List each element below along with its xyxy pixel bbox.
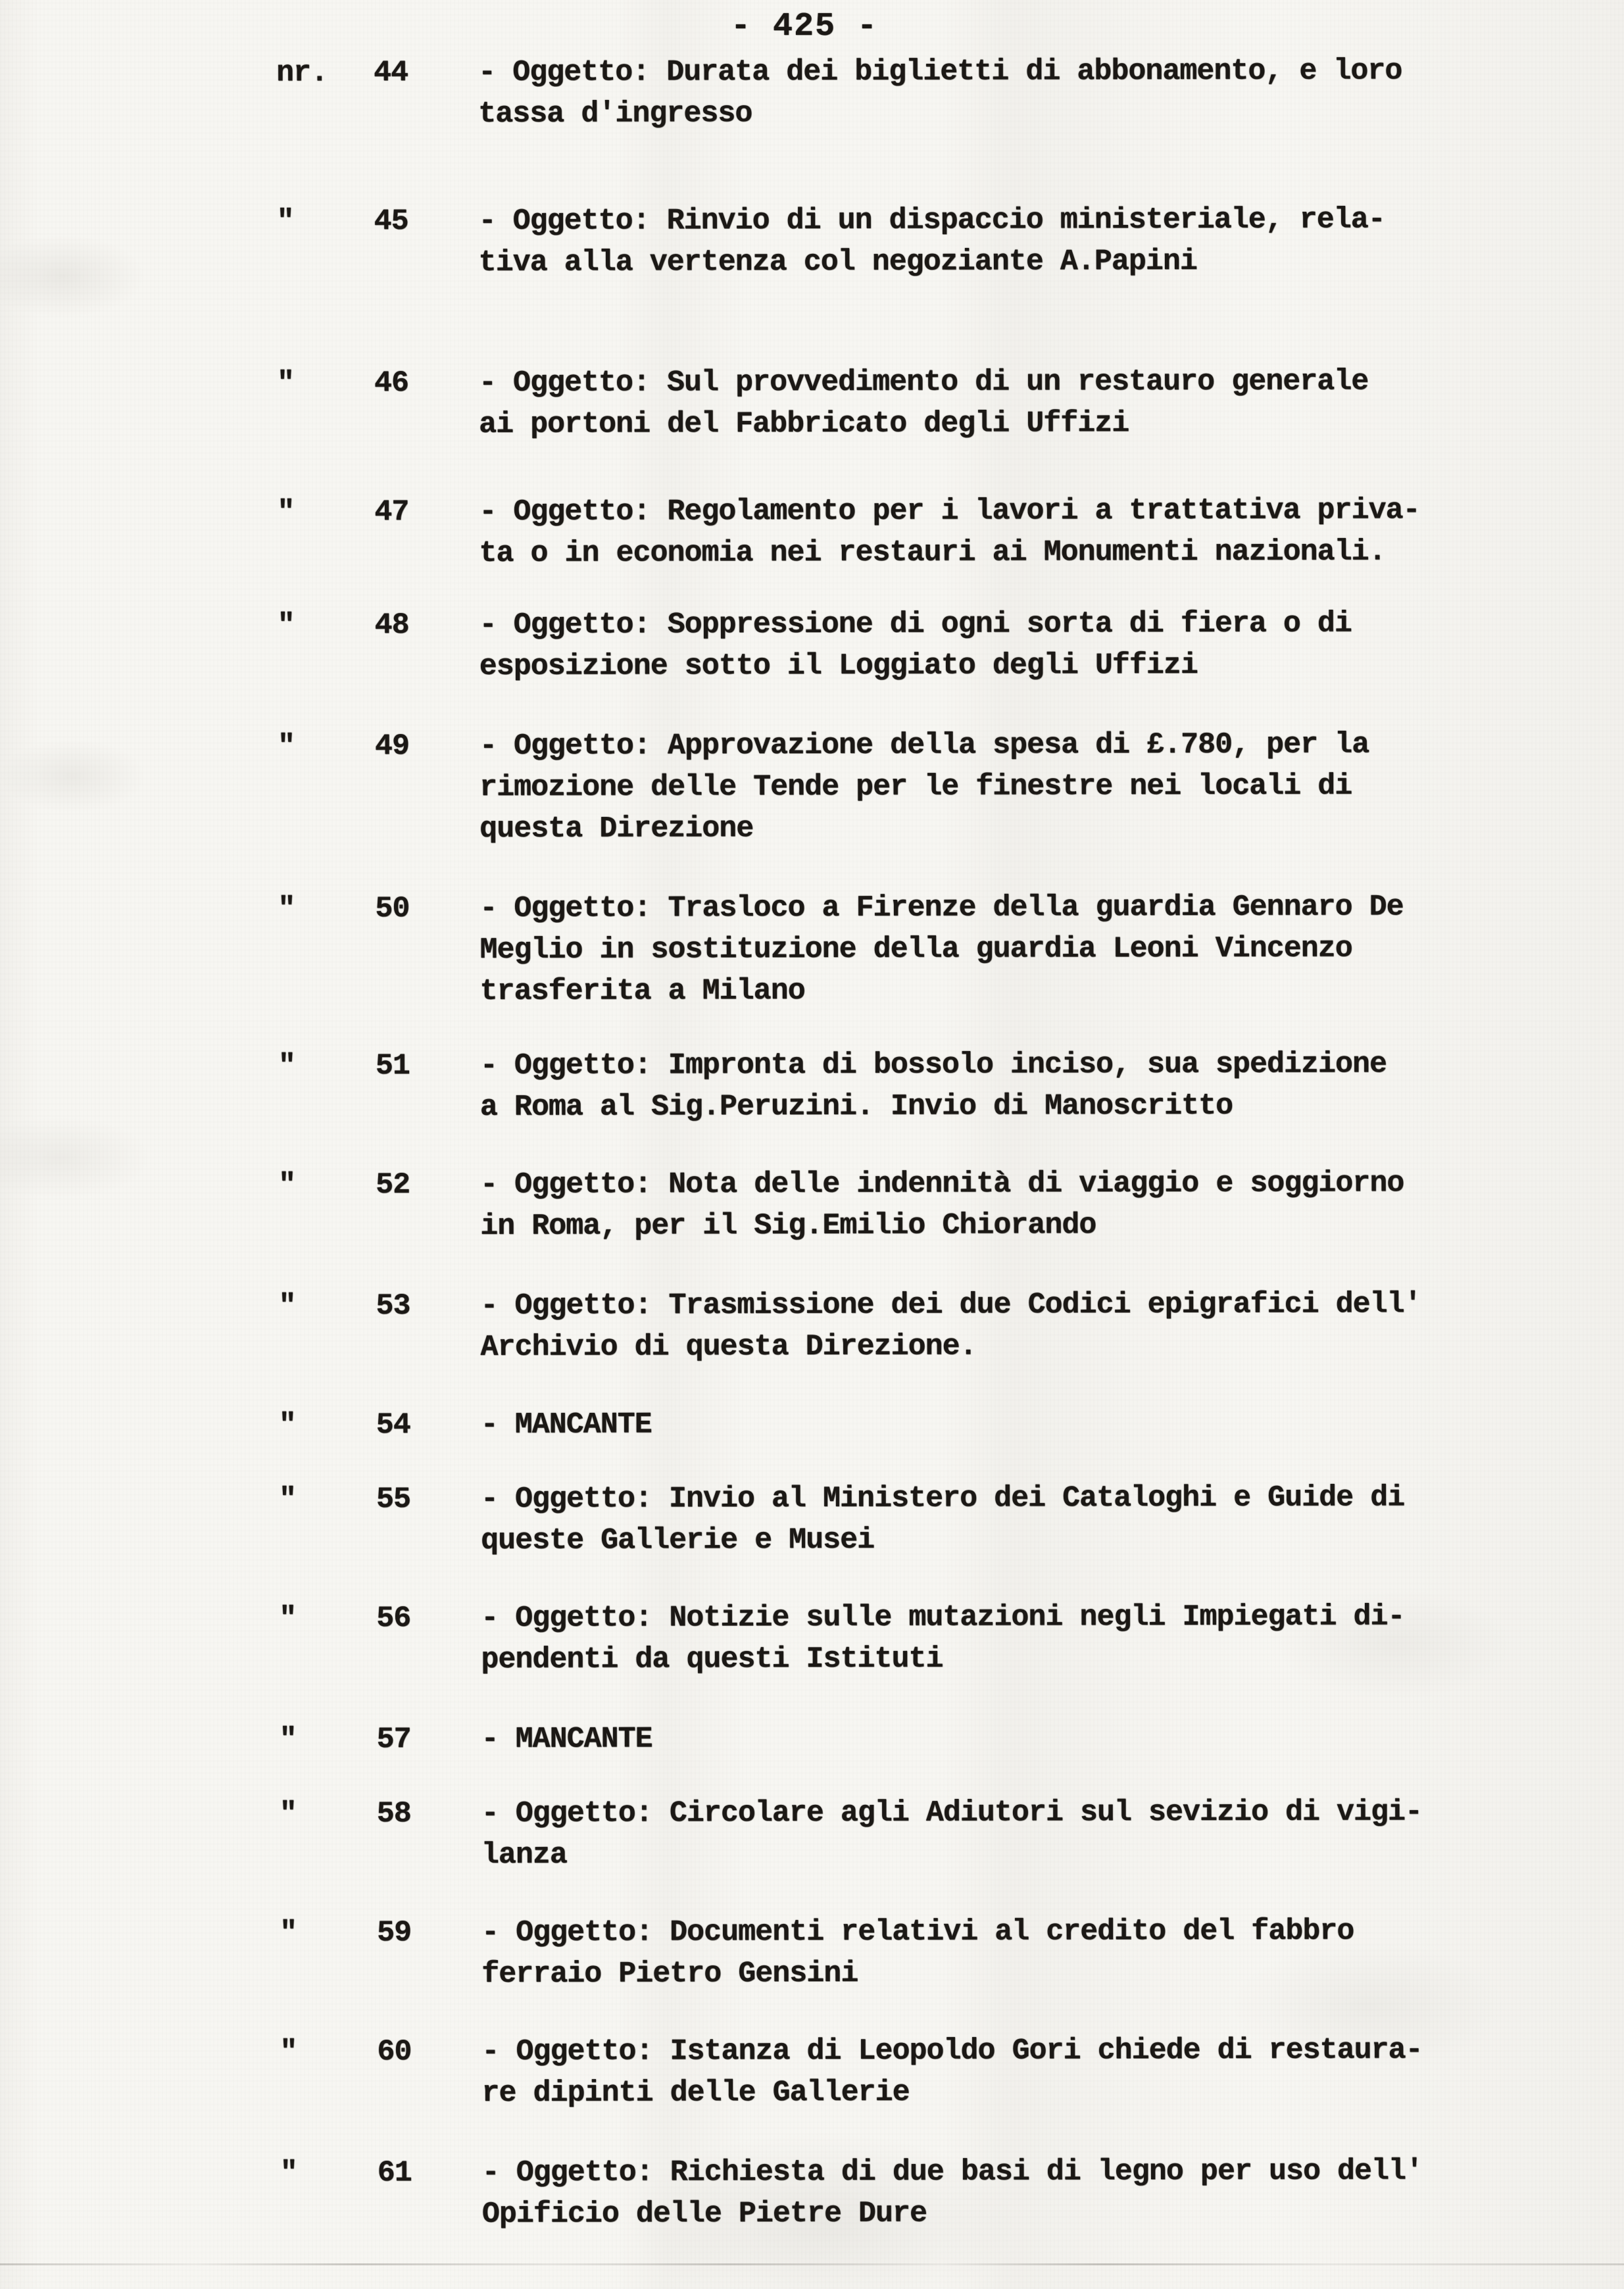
list-item <box>0 603 1623 688</box>
entry-text: - Oggetto: Durata dei biglietti di abbonamento, e loro tassa d'ingresso <box>478 54 1402 131</box>
entry-series-label: " <box>278 1168 296 1202</box>
entry-series-label: " <box>276 205 294 239</box>
entry-number: 57 <box>376 1723 411 1757</box>
entry-number: 60 <box>377 2035 412 2069</box>
list-item <box>0 50 1622 135</box>
list-item <box>0 199 1623 284</box>
list-item <box>0 1162 1624 1248</box>
list-item <box>0 724 1623 850</box>
entry-text: - Oggetto: Notizie sulle mutazioni negli Impiegati di- pendenti da questi Istituti <box>481 1600 1405 1677</box>
entry-series-label: " <box>278 1408 296 1442</box>
entry-number: 56 <box>376 1602 411 1636</box>
list-item <box>0 1283 1624 1369</box>
entry-number: 49 <box>374 729 410 764</box>
entry-number: 45 <box>374 205 408 239</box>
entry-text: - Oggetto: Regolamento per i lavori a trattativa priva- ta o in economia nei restauri ai Monumenti nazionali. <box>479 493 1420 570</box>
entry-series-label: " <box>280 2035 297 2069</box>
list-item <box>1 1910 1624 1996</box>
entry-series-label: " <box>279 1797 297 1831</box>
list-item <box>0 1043 1624 1129</box>
entry-text: - Oggetto: Circolare agli Adiutori sul sevizio di vigi- lanza <box>481 1795 1423 1872</box>
entry-number: 44 <box>374 56 408 90</box>
entry-text: - Oggetto: Nota delle indennità di viaggio e soggiorno in Roma, per il Sig.Emilio Chiorando <box>480 1166 1404 1243</box>
entry-series-label: " <box>277 729 295 764</box>
entry-text: - Oggetto: Sul provvedimento di un restauro generale ai portoni del Fabbricato degli Uffizi <box>478 364 1369 441</box>
entry-text: - Oggetto: Impronta di bossolo inciso, sua spedizione a Roma al Sig.Peruzini. Invio di Manoscritto <box>480 1047 1387 1124</box>
entry-text: - Oggetto: Documenti relativi al credito del fabbro ferraio Pietro Gensini <box>481 1914 1354 1991</box>
entry-text: - Oggetto: Approvazione della spesa di £.780, per la rimozione delle Tende per le finestre nei locali di questa Direzione <box>479 727 1369 846</box>
entry-number: 51 <box>375 1049 410 1083</box>
entry-number: 54 <box>376 1408 410 1442</box>
entry-text: - Oggetto: Trasloco a Firenze della guardia Gennaro De Meglio in sostituzione della guardia Leoni Vincenzo trasferita a Milano <box>480 890 1404 1008</box>
page-number: - 425 - <box>730 8 879 45</box>
list-item <box>1 1402 1624 1446</box>
entry-number: 53 <box>376 1289 410 1323</box>
entry-number: 50 <box>375 892 410 926</box>
entry-text: - Oggetto: Trasmissione dei due Codici epigrafici dell' Archivio di questa Direzione. <box>480 1287 1421 1364</box>
entry-series-label: " <box>278 1049 295 1083</box>
list-item <box>0 489 1623 575</box>
entry-text: - Oggetto: Soppressione di ogni sorta di fiera o di esposizione sotto il Loggiato degli Uffizi <box>479 606 1352 683</box>
entry-series-label: " <box>280 1916 297 1950</box>
entry-list <box>0 50 1624 2236</box>
entry-series-label: nr. <box>276 56 328 90</box>
scan-artifact-line <box>0 2263 1624 2265</box>
list-item <box>1 2029 1624 2115</box>
entry-series-label: " <box>279 1602 297 1636</box>
entry-series-label: " <box>276 366 295 401</box>
entry-series-label: " <box>278 1289 296 1323</box>
entry-text: - Oggetto: Invio al Ministero dei Cataloghi e Guide di queste Gallerie e Musei <box>480 1481 1405 1558</box>
entry-text: - MANCANTE <box>481 1722 652 1756</box>
entry-number: 48 <box>374 608 409 643</box>
entry-number: 52 <box>376 1168 410 1202</box>
entry-number: 55 <box>376 1483 411 1517</box>
entry-number: 59 <box>377 1916 412 1950</box>
entry-series-label: " <box>277 495 295 529</box>
entry-series-label: " <box>277 608 295 643</box>
list-item <box>2 2150 1624 2236</box>
entry-series-label: " <box>278 1483 297 1517</box>
list-item <box>1 1596 1624 1681</box>
entry-text: - Oggetto: Istanza di Leopoldo Gori chiede di restaura- re dipinti delle Gallerie <box>481 2033 1423 2110</box>
entry-number: 61 <box>377 2156 412 2190</box>
entry-text: - Oggetto: Rinvio di un dispaccio ministeriale, rela- tiva alla vertenza col negoziante A.Papini <box>478 203 1385 280</box>
list-item <box>1 1477 1624 1562</box>
entry-series-label: " <box>278 892 295 926</box>
entry-text: - Oggetto: Richiesta di due basi di legno per uso dell' Opificio delle Pietre Dure <box>481 2154 1423 2231</box>
entry-series-label: " <box>279 1723 297 1757</box>
list-item <box>1 1717 1624 1761</box>
list-item <box>0 886 1624 1013</box>
list-item <box>0 360 1623 446</box>
entry-number: 47 <box>374 495 409 529</box>
entry-series-label: " <box>280 2156 297 2190</box>
entry-text: - MANCANTE <box>480 1408 652 1442</box>
list-item <box>1 1791 1624 1877</box>
entry-number: 58 <box>376 1797 411 1831</box>
entry-number: 46 <box>374 366 409 401</box>
